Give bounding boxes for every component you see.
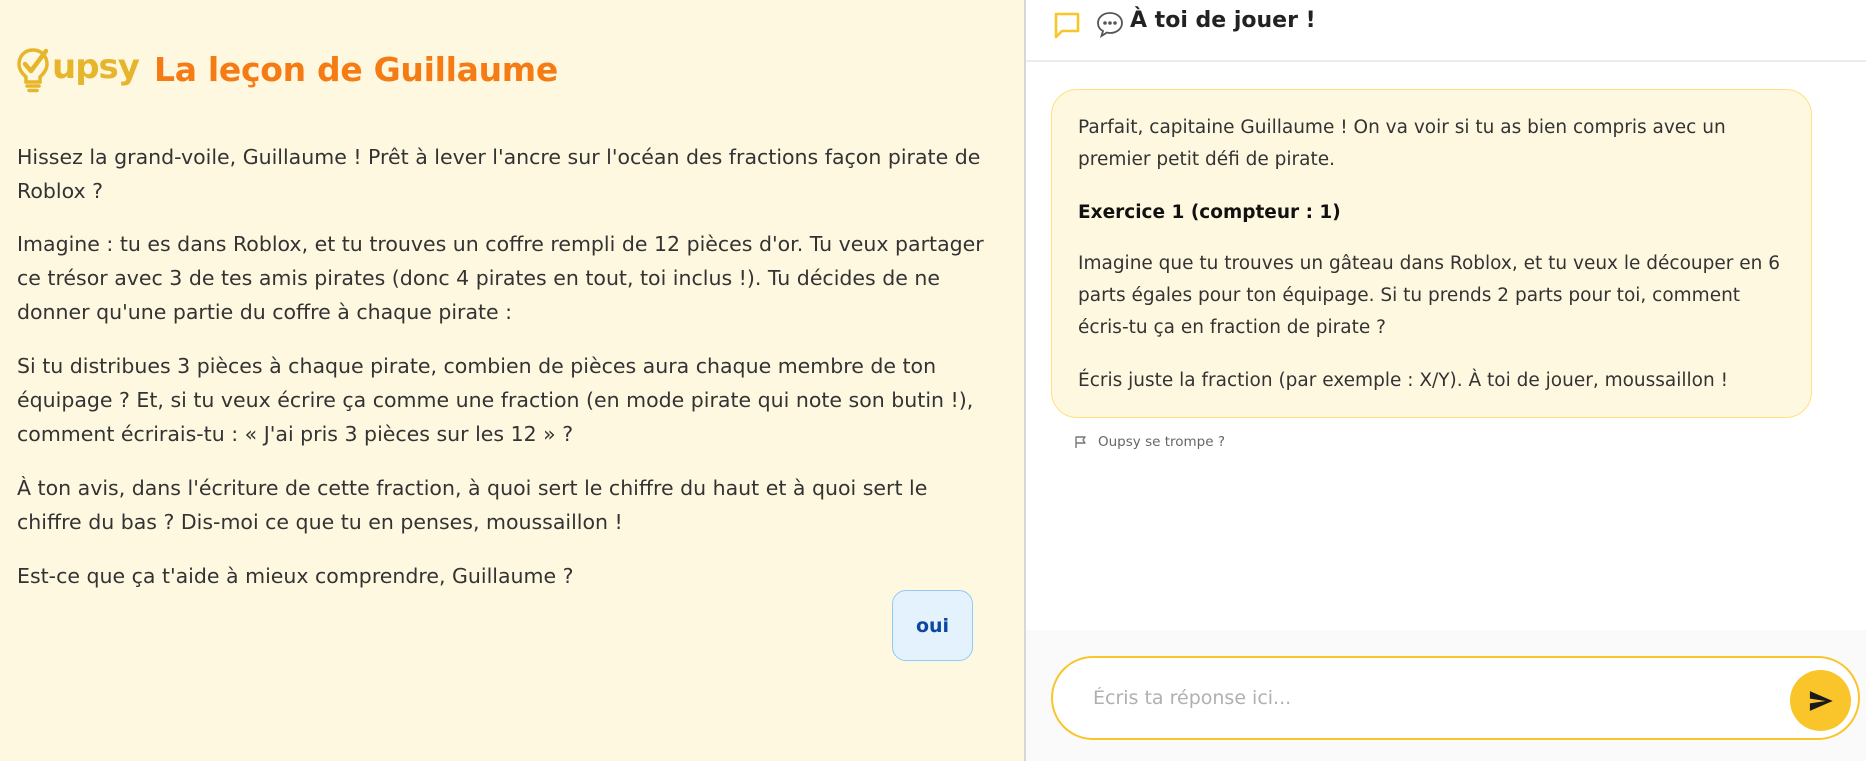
send-button[interactable]: [1790, 670, 1851, 731]
logo-word: upsy: [52, 47, 139, 87]
lesson-title: La leçon de Guillaume: [154, 50, 558, 89]
report-error-label: Oupsy se trompe ?: [1098, 434, 1225, 450]
lesson-paragraph: Imagine : tu es dans Roblox, et tu trouves un coffre rempli de 12 pièces d'or. Tu veux partager ce trésor avec 3 de tes amis pirates (donc 4 pirates en tout, toi inclus !). Tu décides de ne donner qu'une partie du coffre à chaque pirate :: [17, 232, 984, 324]
chat-pane: [1026, 0, 1866, 761]
answer-area: [1026, 630, 1866, 761]
assistant-message: [1051, 89, 1812, 418]
lesson-content: [17, 140, 997, 613]
chat-bubble-icon: [1052, 10, 1082, 40]
flag-icon: [1074, 435, 1088, 449]
chat-header-title: À toi de jouer !: [1130, 8, 1316, 33]
exercise-title: Exercice 1 (compteur : 1): [1078, 202, 1341, 223]
lesson-paragraph: Si tu distribues 3 pièces à chaque pirate, combien de pièces aura chaque membre de ton équipage ? Et, si tu veux écrire ça comme une fraction (en mode pirate qui note son butin !), comment écrirais-tu : « J'ai pris 3 pièces sur les 12 » ?: [17, 354, 974, 446]
speech-balloon-icon: [1096, 10, 1124, 38]
lesson-paragraph: À ton avis, dans l'écriture de cette fraction, à quoi sert le chiffre du haut et à quoi sert le chiffre du bas ? Dis-moi ce que tu en penses, moussaillon !: [17, 476, 928, 534]
exercise-question: Imagine que tu trouves un gâteau dans Roblox, et tu veux le découper en 6 parts égales pour ton équipage. Si tu prends 2 parts pour toi, comment écris-tu ça en fraction de pirate ?: [1078, 253, 1780, 338]
lesson-paragraph: Hissez la grand-voile, Guillaume ! Prêt à lever l'ancre sur l'océan des fractions façon pirate de Roblox ?: [17, 145, 981, 203]
chat-header: [1026, 0, 1866, 62]
message-intro: Parfait, capitaine Guillaume ! On va voir si tu as bien compris avec un premier petit défi de pirate.: [1078, 117, 1726, 170]
report-error-link[interactable]: [1074, 434, 1225, 450]
lightbulb-check-icon: [16, 47, 50, 93]
send-icon: [1807, 687, 1835, 715]
answer-input[interactable]: [1051, 656, 1860, 740]
exercise-instruction: Écris juste la fraction (par exemple : X/Y). À toi de jouer, moussaillon !: [1078, 370, 1729, 391]
user-reply-bubble[interactable]: oui: [892, 590, 973, 661]
oupsy-logo: [16, 46, 139, 94]
lesson-paragraph: Est-ce que ça t'aide à mieux comprendre, Guillaume ?: [17, 564, 574, 588]
